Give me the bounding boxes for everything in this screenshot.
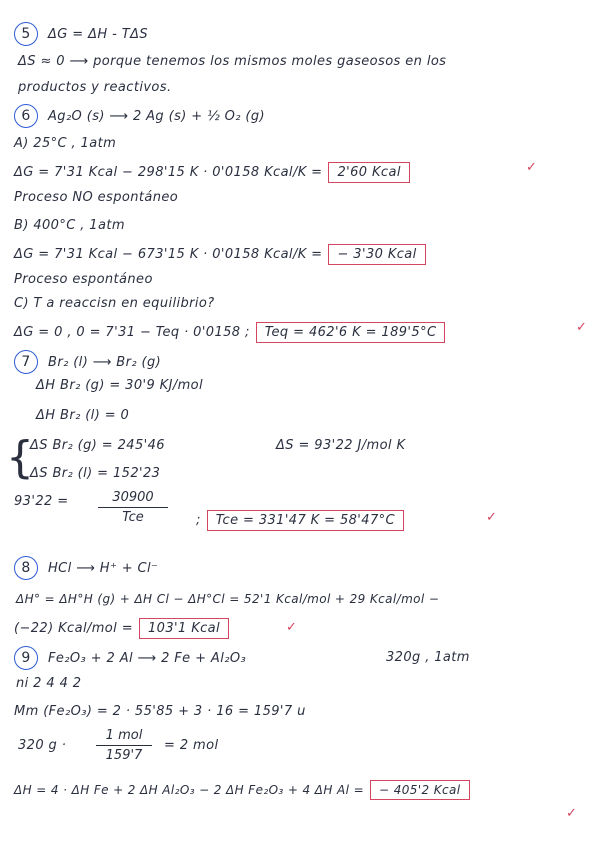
mole-fraction-numerator: 1 mol <box>105 728 143 743</box>
reaction-7: Br₂ (l) ⟶ Br₂ (g) <box>48 355 162 370</box>
problem-8-header <box>14 556 158 580</box>
problem-number-8: 8 <box>14 556 38 580</box>
brace-icon: { <box>6 432 34 483</box>
part-b-conditions: B) 400°C , 1atm <box>14 218 125 233</box>
part-a-conditions: A) 25°C , 1atm <box>14 136 117 151</box>
part-c-result-box: Teq = 462'6 K = 189'5°C <box>256 322 446 343</box>
mole-conversion-left: 320 g · <box>18 738 67 753</box>
part-a-calc <box>14 162 410 183</box>
problem-number-7: 7 <box>14 350 38 374</box>
entropy-note-cont: productos y reactivos. <box>18 80 172 95</box>
tce-equation-left: 93'22 = <box>14 494 69 509</box>
problem-number-9: 9 <box>14 646 38 670</box>
final-enthalpy-expression: ΔH = 4 · ΔH Fe + 2 ΔH Al₂O₃ − 2 ΔH Fe₂O₃ + 4 ΔH Al = <box>14 783 365 797</box>
tce-fraction <box>98 490 168 525</box>
molar-mass-calc: Mm (Fe₂O₃) = 2 · 55'85 + 3 · 16 = 159'7 u <box>14 704 306 719</box>
checkmark-icon: ✓ <box>486 510 497 525</box>
tce-result-line <box>196 510 404 531</box>
problem-9-header <box>14 646 246 670</box>
problem-7-header <box>14 350 161 374</box>
tce-denominator: Tce <box>122 510 144 525</box>
checkmark-icon: ✓ <box>566 806 577 821</box>
enthalpy-br2-gas: ΔH Br₂ (g) = 30'9 KJ/mol <box>36 378 204 393</box>
problem-5-header <box>14 22 148 46</box>
part-b-conclusion: Proceso espontáneo <box>14 272 153 287</box>
enthalpy-calc-8-expr: (−22) Kcal/mol = <box>14 621 133 636</box>
final-result-box: − 405'2 Kcal <box>370 780 469 800</box>
conditions-9: 320g , 1atm <box>386 650 470 665</box>
semicolon: ; <box>196 513 201 528</box>
enthalpy-calc-8: ΔH° = ΔH°H (g) + ΔH Cl − ΔH°Cl = 52'1 Kcal/mol + 29 Kcal/mol − <box>16 592 440 606</box>
mole-fraction <box>96 728 152 763</box>
part-b-expression: ΔG = 7'31 Kcal − 673'15 K · 0'0158 Kcal/K = <box>14 247 323 262</box>
part-b-result-box: − 3'30 Kcal <box>328 244 425 265</box>
reaction-9: Fe₂O₃ + 2 Al ⟶ 2 Fe + Al₂O₃ <box>48 651 247 666</box>
checkmark-icon: ✓ <box>576 320 587 335</box>
part-a-conclusion: Proceso NO espontáneo <box>14 190 179 205</box>
entropy-change: ΔS = 93'22 J/mol K <box>276 438 406 453</box>
part-b-calc <box>14 244 426 265</box>
final-enthalpy-calc <box>14 780 470 800</box>
fraction-bar <box>96 745 152 746</box>
problem-6-header <box>14 104 265 128</box>
moles-row: ni 2 4 4 2 <box>16 676 82 691</box>
entropy-br2-gas: ΔS Br₂ (g) = 245'46 <box>30 438 165 453</box>
checkmark-icon: ✓ <box>286 620 297 635</box>
entropy-br2-liquid: ΔS Br₂ (l) = 152'23 <box>30 466 161 481</box>
entropy-note: ΔS ≈ 0 ⟶ porque tenemos los mismos moles gaseosos en los <box>18 54 447 69</box>
enthalpy-br2-liquid: ΔH Br₂ (l) = 0 <box>36 408 130 423</box>
enthalpy-calc-8-cont <box>14 618 229 639</box>
part-a-result-box: 2'60 Kcal <box>328 162 409 183</box>
tce-numerator: 30900 <box>112 490 154 505</box>
gibbs-equation: ΔG = ΔH - TΔS <box>48 27 149 42</box>
problem-number-5: 5 <box>14 22 38 46</box>
tce-result-box: Tce = 331'47 K = 58'47°C <box>207 510 404 531</box>
mole-conversion-result: = 2 mol <box>164 738 219 753</box>
fraction-bar <box>98 507 168 508</box>
part-c-expression: ΔG = 0 , 0 = 7'31 − Teq · 0'0158 ; <box>14 325 250 340</box>
checkmark-icon: ✓ <box>526 160 537 175</box>
part-c-question: C) T a reaccisn en equilibrio? <box>14 296 215 311</box>
part-a-expression: ΔG = 7'31 Kcal − 298'15 K · 0'0158 Kcal/K = <box>14 165 323 180</box>
mole-fraction-denominator: 159'7 <box>105 748 143 763</box>
reaction-6: Ag₂O (s) ⟶ 2 Ag (s) + ½ O₂ (g) <box>48 109 265 124</box>
reaction-8: HCl ⟶ H⁺ + Cl⁻ <box>48 561 159 576</box>
part-c-calc <box>14 322 445 343</box>
problem-8-result-box: 103'1 Kcal <box>139 618 229 639</box>
problem-number-6: 6 <box>14 104 38 128</box>
